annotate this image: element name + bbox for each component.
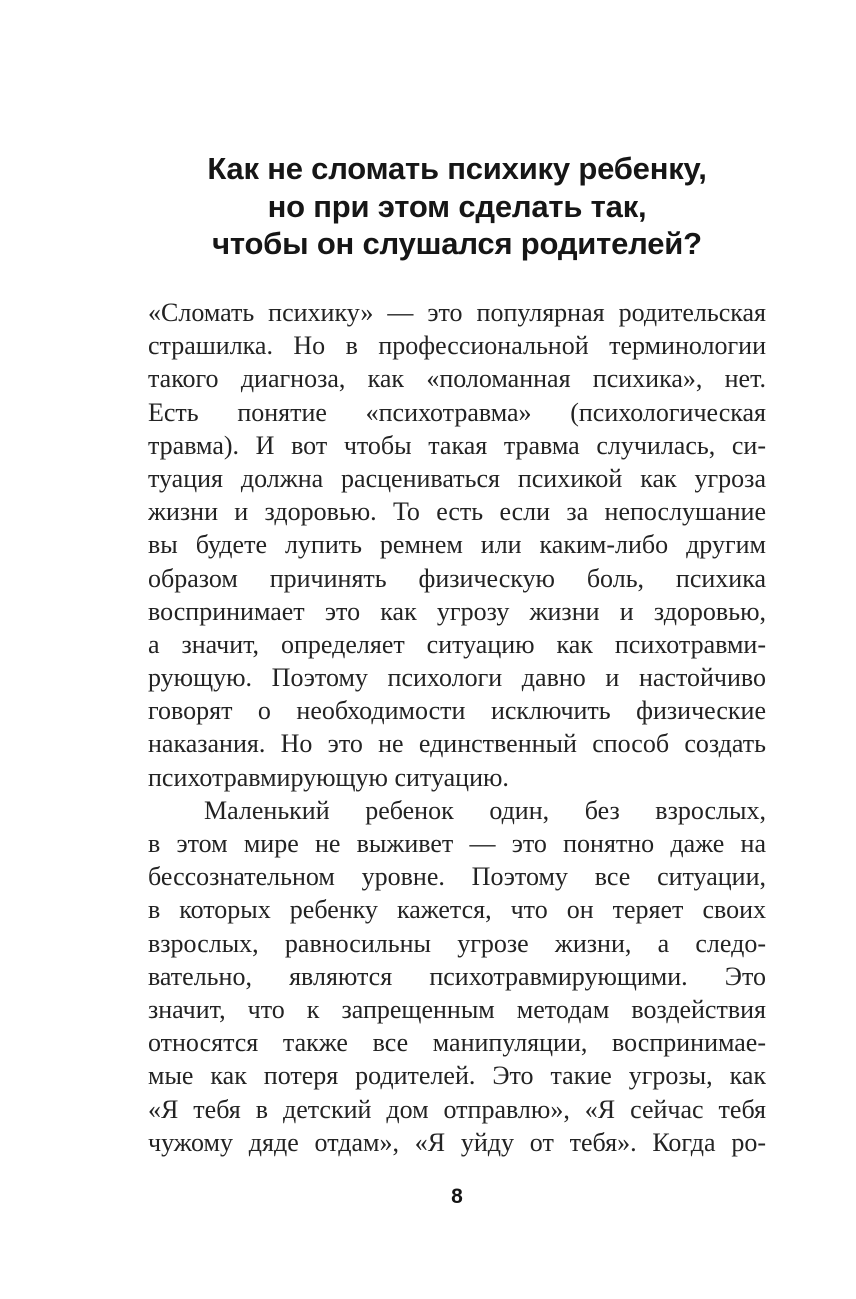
text-line: мые как потеря родителей. Это такие угрозы, как [148,1061,766,1091]
text-line: воспринимает это как угрозу жизни и здоровью, [148,596,766,626]
text-line: в этом мире не выживет — это понятно даже на [148,829,766,858]
text-line: говорят о необходимости исключить физические [148,696,766,726]
text-line: рующую. Поэтому психологи давно и настойчиво [148,663,766,693]
text-line: жизни и здоровью. То есть если за непослушание [148,497,766,527]
text-line: Маленький ребенок один, без взрослых, [204,795,766,825]
chapter-title-line-2: но при этом сделать так, [267,188,647,224]
paragraph [148,794,766,1159]
page-number: 8 [451,1185,463,1208]
text-line: Есть понятие «психотравма» (психологическая [148,397,766,427]
text-line: наказания. Но это не единственный способ создать [148,729,766,759]
text-line: психотравмирующую ситуацию. [148,762,509,792]
text-line: значит, что к запрещенным методам воздействия [148,994,766,1024]
text-line: «Я тебя в детский дом отправлю», «Я сейчас тебя [148,1094,766,1124]
text-line: бессознательном уровне. Поэтому все ситуации, [148,862,766,892]
chapter-title-line-1: Как не сломать психику ребенку, [207,151,707,186]
text-line: травма). И вот чтобы такая травма случилась, си- [148,430,766,460]
text-line: страшилка. Но в профессиональной терминологии [148,331,766,361]
text-line: «Сломать психику» — это популярная родительская [148,298,766,327]
chapter-title [148,150,766,263]
chapter-title-line-3: чтобы он слушался родителей? [212,226,702,261]
body-text [148,296,766,1159]
paragraph [148,296,766,794]
text-line: вы будете лупить ремнем или каким-либо другим [148,530,766,560]
text-line: в которых ребенку кажется, что он теряет своих [148,895,766,925]
text-line: такого диагноза, как «поломанная психика», нет. [148,364,766,394]
text-line: взрослых, равносильны угрозе жизни, а следо- [148,928,766,958]
text-line: чужому дяде отдам», «Я уйду от тебя». Когда ро- [148,1127,766,1157]
text-line: туация должна расцениваться психикой как угроза [148,463,766,493]
text-line: а значит, определяет ситуацию как психотравми- [148,629,766,659]
text-line: вательно, являются психотравмирующими. Это [148,961,766,991]
text-line: относятся также все манипуляции, воспринимае- [148,1028,766,1058]
text-line: образом причинять физическую боль, психика [148,563,766,593]
